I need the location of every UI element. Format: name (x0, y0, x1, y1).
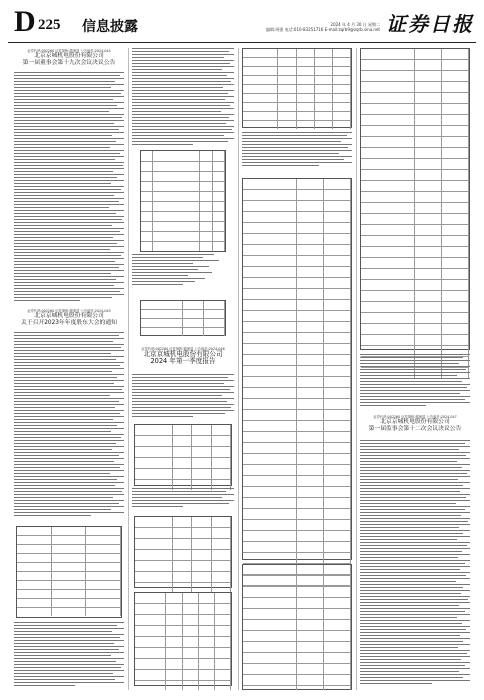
notice-header-line: 证券代码:002260 证券简称:德奥退 公告编号:2024-047 (373, 415, 457, 419)
masthead (8, 5, 476, 43)
notice-supervisory-board (366, 414, 464, 433)
income-statement-table (360, 48, 470, 350)
shareholder-table (242, 48, 352, 128)
column-3 (242, 48, 352, 690)
column-4 (360, 48, 470, 690)
body-text-block (132, 374, 234, 420)
balance-sheet-table (242, 178, 352, 560)
body-text-block (132, 254, 234, 296)
notice-title: 2024 年第一季度报告 (150, 357, 216, 365)
proposal-table (16, 526, 122, 618)
date-line: 2024 年 4 月 30 日 星期二 (330, 22, 380, 27)
notice-agm (20, 308, 118, 327)
financial-table (134, 424, 232, 486)
notice-header-line: 证券代码:002260 证券简称:德奥退 公告编号:2024-044 (27, 49, 111, 53)
newspaper-logo: 证券日报 (386, 12, 474, 36)
notice-company: 北京京城机电股份有限公司 (34, 53, 104, 59)
body-text-block (14, 622, 124, 688)
body-text-block (360, 440, 470, 688)
notice-title: 第一届董事会第十九次会议决议公告 (22, 60, 116, 66)
data-table (140, 300, 226, 336)
page-letter: D (14, 5, 36, 38)
body-text-block (360, 354, 470, 410)
body-text-block (14, 72, 124, 306)
body-text-block (14, 332, 124, 522)
financial-table (134, 592, 232, 686)
notice-board-resolution (20, 48, 118, 67)
financial-table (134, 516, 232, 588)
notice-q1-report (138, 346, 228, 365)
column-divider (356, 48, 357, 690)
page-number: 225 (38, 17, 61, 33)
notice-header-line: 证券代码:002260 证券简称:德奥退 公告编号:2024-045 (27, 309, 111, 313)
body-text-block (132, 48, 234, 146)
column-divider (238, 48, 239, 690)
contact-line: 编辑:周强 电话:010-83251716 E-mail:zqrb9@zqrb.sina.net (265, 27, 380, 32)
body-text-block (242, 132, 352, 174)
column-2 (132, 48, 234, 690)
notice-company: 北京京城机电股份有限公司 (34, 313, 104, 319)
cash-flow-table (242, 564, 352, 690)
body-text-block (132, 488, 234, 512)
masthead-meta (266, 22, 380, 32)
notice-title: 第一届监事会第十二次会议决议公告 (368, 426, 462, 432)
section-title: 信息披露 (82, 19, 138, 35)
notice-company: 北京京城机电股份有限公司 (380, 419, 450, 425)
notice-title: 关于召开2023年年度股东大会的通知 (21, 320, 117, 326)
notice-company: 北京京城机电股份有限公司 (143, 350, 223, 358)
voting-table (140, 150, 226, 252)
column-1 (14, 48, 124, 690)
notice-header-line: 证券代码:002260 证券简称:德奥退 公告编号:2024-046 (141, 347, 225, 351)
column-divider (128, 48, 129, 690)
